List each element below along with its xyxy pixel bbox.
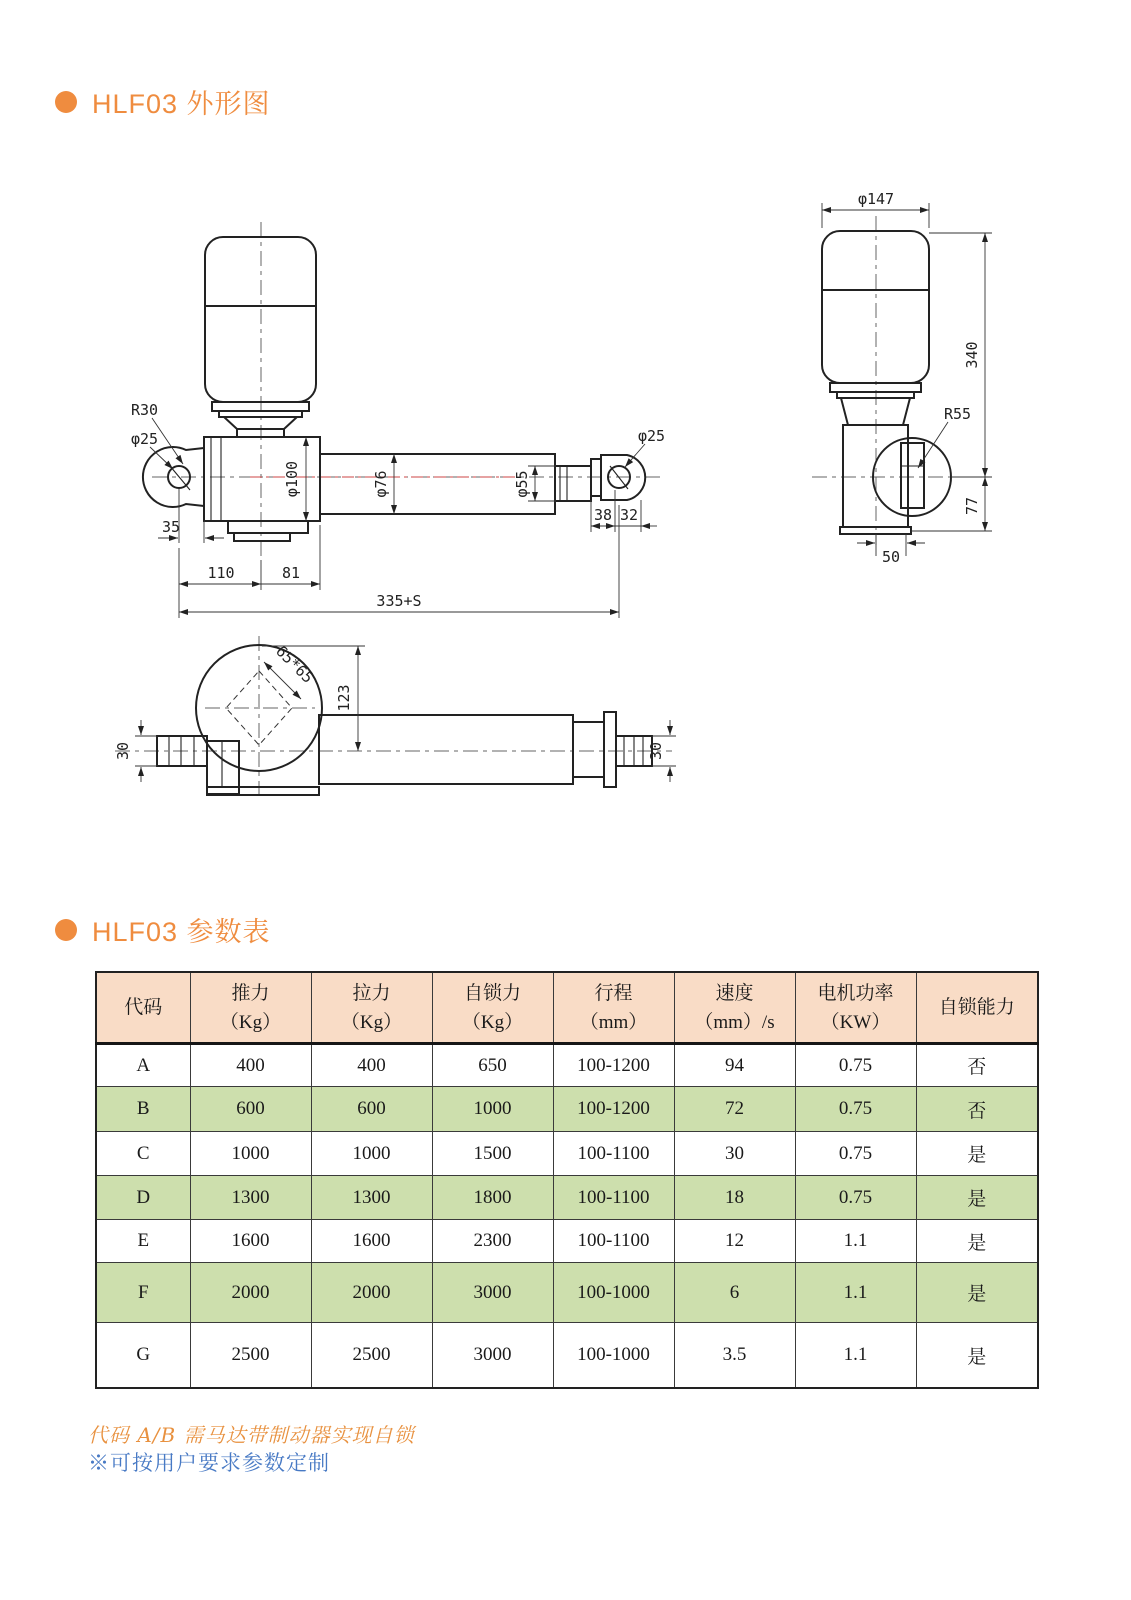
dim-R30: R30 [131, 401, 159, 419]
section-heading-params [55, 910, 271, 949]
table-cell: 100-1200 [553, 1044, 674, 1087]
dim-38: 38 [593, 506, 613, 524]
table-cell: 600 [190, 1087, 311, 1132]
row-code: B [96, 1087, 190, 1132]
row-code: D [96, 1176, 190, 1220]
table-cell: 100-1100 [553, 1132, 674, 1176]
table-cell: 1.1 [795, 1263, 916, 1323]
table-cell: 100-1100 [553, 1176, 674, 1220]
table-row [96, 1132, 1038, 1176]
table-cell: 1000 [432, 1087, 553, 1132]
dim-d100: φ100 [283, 460, 301, 498]
dim-50: 50 [881, 548, 901, 566]
section-title: HLF03 外形图 [92, 89, 271, 119]
table-cell: 3000 [432, 1323, 553, 1389]
table-row [96, 1323, 1038, 1389]
col-header-pull: 拉力 （Kg） [311, 972, 432, 1044]
dim-110: 110 [207, 564, 235, 582]
table-cell: 1600 [311, 1220, 432, 1263]
table-cell: 94 [674, 1044, 795, 1087]
footnote-brake: 代码 A/B 需马达带制动器实现自锁 [88, 1423, 415, 1447]
dim-d147: φ147 [857, 190, 895, 208]
table-cell: 1.1 [795, 1323, 916, 1389]
dim-77: 77 [963, 496, 981, 516]
table-cell: 是 [916, 1132, 1038, 1176]
dim-square: 65*65 [272, 642, 317, 687]
dim-d55: φ55 [513, 470, 531, 498]
row-code: F [96, 1263, 190, 1323]
table-cell: 100-1100 [553, 1220, 674, 1263]
table-cell: 0.75 [795, 1132, 916, 1176]
col-header-selflock-ability: 自锁能力 [916, 972, 1038, 1044]
table-row [96, 1044, 1038, 1087]
dim-R55: R55 [944, 405, 972, 423]
table-cell: 0.75 [795, 1087, 916, 1132]
col-header-motor-power: 电机功率 （KW） [795, 972, 916, 1044]
dim-32: 32 [619, 506, 639, 524]
col-header-selflock-force: 自锁力 （Kg） [432, 972, 553, 1044]
table-cell: 0.75 [795, 1044, 916, 1087]
table-cell: 650 [432, 1044, 553, 1087]
dim-340: 340 [963, 341, 981, 369]
table-cell: 12 [674, 1220, 795, 1263]
table-cell: 否 [916, 1044, 1038, 1087]
table-cell: 2000 [311, 1263, 432, 1323]
dim-d25-left: φ25 [131, 430, 159, 448]
dim-81: 81 [281, 564, 301, 582]
table-cell: 是 [916, 1220, 1038, 1263]
table-cell: 2500 [190, 1323, 311, 1389]
table-cell: 6 [674, 1263, 795, 1323]
footnote-custom: ※可按用户要求参数定制 [88, 1452, 330, 1475]
row-code: G [96, 1323, 190, 1389]
dim-123: 123 [335, 684, 353, 712]
table-row [96, 1176, 1038, 1220]
table-cell: 1300 [311, 1176, 432, 1220]
dim-30-left: 30 [114, 741, 132, 761]
table-cell: 3000 [432, 1263, 553, 1323]
bullet-icon [55, 919, 77, 941]
dim-d76: φ76 [372, 470, 390, 498]
col-header-push: 推力 （Kg） [190, 972, 311, 1044]
section-title: HLF03 参数表 [92, 917, 271, 947]
dim-d25-right: φ25 [638, 427, 666, 445]
table-cell: 0.75 [795, 1176, 916, 1220]
drawing-side-view [131, 222, 665, 618]
table-cell: 1500 [432, 1132, 553, 1176]
dim-stroke: 335+S [376, 592, 422, 610]
table-cell: 是 [916, 1323, 1038, 1389]
table-cell: 2000 [190, 1263, 311, 1323]
table-row [96, 1087, 1038, 1132]
table-header-row [96, 972, 1038, 1044]
drawing-top-view [114, 636, 676, 800]
table-cell: 72 [674, 1087, 795, 1132]
table-cell: 1600 [190, 1220, 311, 1263]
table-cell: 否 [916, 1087, 1038, 1132]
col-header-stroke: 行程 （mm） [553, 972, 674, 1044]
table-cell: 1000 [311, 1132, 432, 1176]
table-cell: 是 [916, 1176, 1038, 1220]
table-row [96, 1263, 1038, 1323]
table-cell: 30 [674, 1132, 795, 1176]
table-cell: 18 [674, 1176, 795, 1220]
dim-30-right: 30 [647, 741, 665, 761]
dim-35: 35 [162, 518, 181, 536]
table-cell: 3.5 [674, 1323, 795, 1389]
col-header-speed: 速度 （mm）/s [674, 972, 795, 1044]
drawing-front-view [812, 190, 992, 566]
table-cell: 1.1 [795, 1220, 916, 1263]
table-cell: 1800 [432, 1176, 553, 1220]
table-cell: 600 [311, 1087, 432, 1132]
table-cell: 1000 [190, 1132, 311, 1176]
table-cell: 100-1200 [553, 1087, 674, 1132]
table-cell: 100-1000 [553, 1323, 674, 1389]
row-code: A [96, 1044, 190, 1087]
table-cell: 100-1000 [553, 1263, 674, 1323]
table-cell: 2300 [432, 1220, 553, 1263]
table-cell: 400 [190, 1044, 311, 1087]
table-cell: 400 [311, 1044, 432, 1087]
row-code: E [96, 1220, 190, 1263]
parameters-table [95, 971, 1039, 1389]
table-cell: 是 [916, 1263, 1038, 1323]
table-row [96, 1220, 1038, 1263]
table-cell: 1300 [190, 1176, 311, 1220]
table-cell: 2500 [311, 1323, 432, 1389]
row-code: C [96, 1132, 190, 1176]
col-header-code: 代码 [96, 972, 190, 1044]
